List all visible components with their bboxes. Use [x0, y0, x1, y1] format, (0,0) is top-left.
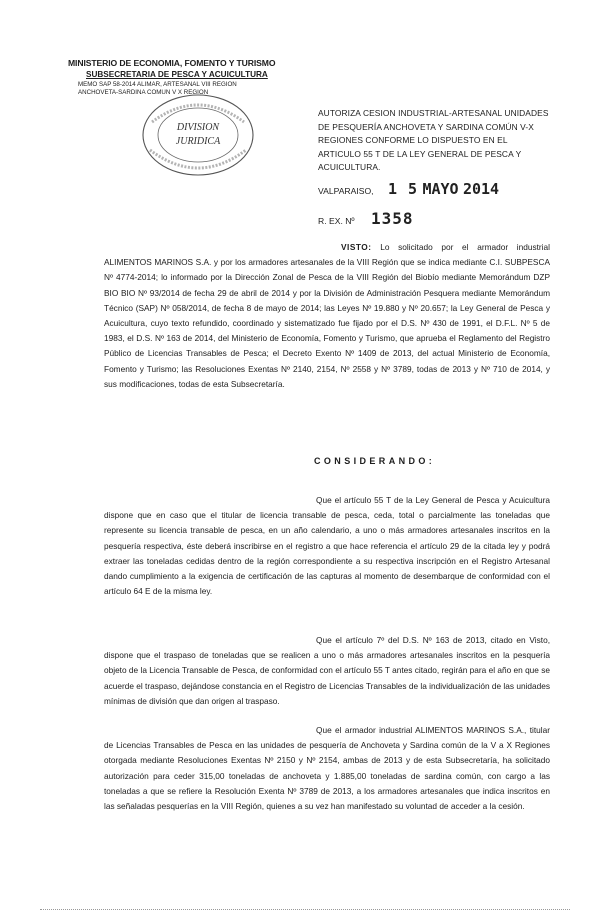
seal-line-1: DIVISION	[176, 122, 220, 133]
memo-line-1: MEMO SAP 58-2014 ALIMAR, ARTESANAL VIII REGION	[78, 81, 237, 88]
paragraph-2	[104, 633, 550, 709]
date-place: VALPARAISO,	[318, 186, 374, 196]
ministry-name: MINISTERIO DE ECONOMIA, FOMENTO Y TURISMO	[68, 58, 276, 68]
paragraph-2-text: Que el artículo 7º del D.S. Nº 163 de 2013, citado en Visto, dispone que el traspaso de toneladas que se realicen a uno o más armadores artesanales inscritos en la pesquería objeto de la Licencia Transable de Pesca, de conformidad con el artículo 55 T antes citado, regirán para el año en que se acuerde el traspaso, dejándose constancia en el Registro de Licencias Transables de la individualización de las unidades mínimas de división que dan origen al traspaso.	[104, 635, 551, 706]
visto-section	[104, 240, 550, 392]
resolution-title: AUTORIZA CESION INDUSTRIAL-ARTESANAL UNIDADES DE PESQUERÍA ANCHOVETA Y SARDINA COMÚN V-X REGIONES CONFORME LO DISPUESTO EN EL ARTICULO 55 T DE LA LEY GENERAL DE PESCA Y ACUICULTURA.	[318, 108, 549, 173]
resolution-label: R. EX. Nº	[318, 216, 355, 226]
scan-bottom-rule	[40, 909, 570, 910]
visto-label: VISTO:	[341, 242, 372, 252]
memo-line-2: ANCHOVETA-SARDINA COMUN V X REGION	[78, 89, 209, 97]
subsecretaria-name: SUBSECRETARIA DE PESCA Y ACUICULTURA	[86, 70, 268, 79]
date-day: 1 5	[387, 180, 419, 198]
visto-text: Lo solicitado por el armador industrial ALIMENTOS MARINOS S.A. y por los armadores artesanales de la VIII Región que se indica mediante C.I. SUBPESCA Nº 4774-2014; lo informado por la Dirección Zonal de Pesca de la VIII Región del Biobío mediante Memorándum DZP BIO BIO Nº 93/2014 de fecha 29 de abril de 2014 y por la División de Administración Pesquera mediante Memorándum Técnico (SAP) Nº 058/2014, de fecha 8 de mayo de 2014; las Leyes Nº 19.880 y Nº 20.657; la Ley General de Pesca y Acuicultura, cuyo texto refundido, coordinado y sistematizado fue fijado por el D.S. Nº 430 de 1991, el D.F.L. Nº 5 de 1983, el D.S. Nº 163 de 2014, del Ministerio de Economía, Fomento y Turismo, que aprueba el Reglamento del Registro Público de Licencias Transables de Pesca; el Decreto Exento Nº 1409 de 2013, del actual Ministerio de Economía, Fomento y Turismo; las Resoluciones Exentas Nº 2140, 2154, Nº 2558 y Nº 3789, todas de 2013 y Nº 710 de 2014, y sus modificaciones, todas de esta Subsecretaría.	[104, 242, 550, 389]
paragraph-1	[104, 493, 550, 599]
date-month: MAYO	[422, 180, 459, 198]
paragraph-3-text: Que el armador industrial ALIMENTOS MARINOS S.A., titular de Licencias Transables de Pesca en las unidades de pesquería de Anchoveta y Sardina común de la V a X Regiones otorgada mediante Resoluciones Exentas Nº 2150 y Nº 2154, ambas de 2013 y de esta Subsecretaría, ha solicitado autorización para ceder 315,00 toneladas de anchoveta y 1.885,00 toneladas de sardina común, con cargo a las toneladas a que se refiere la Resolución Exenta Nº 3789 de 2013, a los armadores artesanales que indica inscritos en las señaladas pesquerías en la VIII Región, quienes a su vez han manifestado su voluntad de acceder a la cesión.	[104, 725, 550, 812]
paragraph-1-text: Que el artículo 55 T de la Ley General de Pesca y Acuicultura dispone que en caso que el titular de licencia transable de pesca, ceda, total o parcialmente las toneladas que represente su licencia transable de pesca, en un año calendario, a uno o más armadores artesanales inscritos en la pesquería respectiva, éste deberá inscribirse en el registro a que hace referencia el artículo 29 de la citada ley y podrá extraer las toneladas cedidas dentro de la región correspondiente a su respectiva inscripción en el Registro Artesanal dando cumplimiento a la exigencia de certificación de las capturas al momento de desembarque de conformidad con el artículo 64 E de la misma ley.	[104, 495, 550, 597]
date-row	[318, 180, 499, 198]
resolution-number-row	[318, 209, 414, 228]
resolution-number: 1358	[370, 209, 414, 228]
seal-line-2: JURIDICA	[175, 136, 221, 147]
division-juridica-seal	[138, 92, 258, 178]
considerando-heading: CONSIDERANDO:	[314, 456, 436, 466]
paragraph-3	[104, 723, 550, 814]
date-year: 2014	[462, 180, 500, 198]
